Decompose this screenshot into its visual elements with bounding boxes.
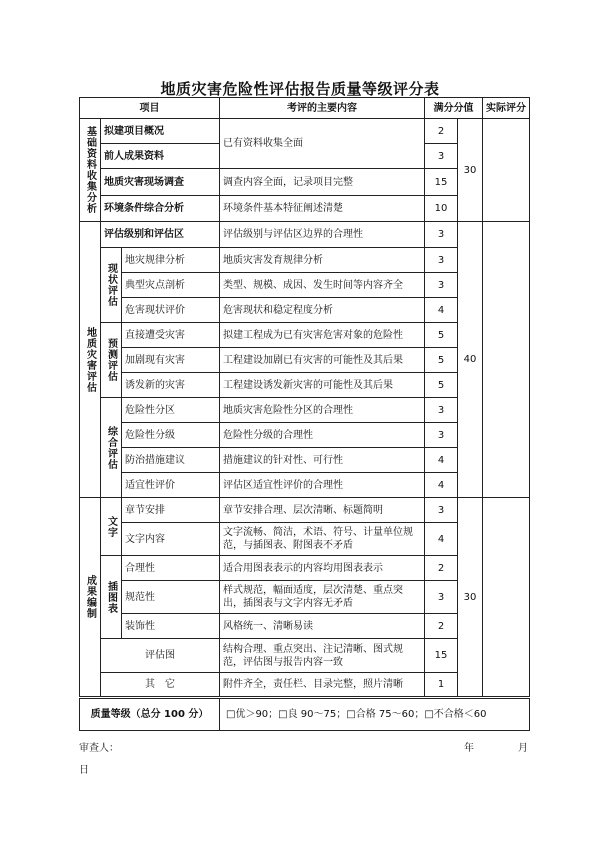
year-label: 年 <box>464 743 474 754</box>
header-item: 项目 <box>80 98 220 119</box>
item-content: 环境条件基本特征阐述清楚 <box>220 196 425 222</box>
item-score: 3 <box>425 398 458 423</box>
item-score: 5 <box>425 348 458 373</box>
item-score: 3 <box>425 498 458 523</box>
item-score: 15 <box>425 639 458 673</box>
item-name: 防治措施建议 <box>122 448 220 473</box>
item-content: 类型、规模、成因、发生时间等内容齐全 <box>220 273 425 298</box>
grade-options[interactable]: □优＞90；□良 90～75；□合格 75～60；□不合格＜60 <box>220 698 530 731</box>
item-name: 环境条件综合分析 <box>101 196 220 222</box>
item-name: 地质灾害现场调查 <box>101 169 220 196</box>
item-name: 危害现状评价 <box>122 298 220 323</box>
item-content: 调查内容全面，记录项目完整 <box>220 169 425 196</box>
item-content: 文字流畅、简洁，术语、符号、计量单位规范，与插图表、附图表不矛盾 <box>220 523 425 556</box>
group-label-comprehensive: 综合评估 <box>101 398 122 498</box>
item-name: 危险性分级 <box>122 423 220 448</box>
section-subtotal: 30 <box>458 119 483 222</box>
header-row <box>80 98 530 119</box>
item-score: 3 <box>425 273 458 298</box>
item-score: 3 <box>425 222 458 248</box>
day-label: 日 <box>79 765 89 776</box>
item-name: 评估级别和评估区 <box>101 222 220 248</box>
item-name: 规范性 <box>122 581 220 614</box>
item-content: 已有资料收集全面 <box>220 119 425 169</box>
page-title: 地质灾害危险性评估报告质量等级评分表 <box>160 80 440 98</box>
item-name: 文字内容 <box>122 523 220 556</box>
item-score: 3 <box>425 581 458 614</box>
item-name: 加剧现有灾害 <box>122 348 220 373</box>
item-score: 3 <box>425 144 458 169</box>
group-label-figures: 插图表 <box>101 556 122 639</box>
item-content: 地质灾害危险性分区的合理性 <box>220 398 425 423</box>
month-label: 月 <box>518 743 528 754</box>
reviewer-label: 审查人： <box>79 743 119 754</box>
item-score: 4 <box>425 298 458 323</box>
grade-row <box>80 698 530 731</box>
item-content: 地质灾害发育规律分析 <box>220 248 425 273</box>
item-name: 直接遭受灾害 <box>122 323 220 348</box>
item-content: 拟建工程成为已有灾害危害对象的危险性 <box>220 323 425 348</box>
item-content: 危害现状和稳定程度分析 <box>220 298 425 323</box>
item-name: 适宜性评价 <box>122 473 220 498</box>
item-score: 3 <box>425 423 458 448</box>
header-content: 考评的主要内容 <box>220 98 425 119</box>
section-label-deliverables: 成果编制 <box>80 498 101 698</box>
item-score: 5 <box>425 323 458 348</box>
item-score: 4 <box>425 523 458 556</box>
table-row <box>80 119 530 144</box>
section-subtotal: 40 <box>458 222 483 498</box>
actual-score-cell[interactable] <box>483 222 530 498</box>
item-name: 章节安排 <box>122 498 220 523</box>
item-content: 结构合理、重点突出、注记清晰、图式规范，评估图与报告内容一致 <box>220 639 425 673</box>
item-name: 诱发新的灾害 <box>122 373 220 398</box>
item-name: 危险性分区 <box>122 398 220 423</box>
item-name: 拟建项目概况 <box>101 119 220 144</box>
actual-score-cell[interactable] <box>483 119 530 222</box>
table-row <box>80 498 530 523</box>
item-score: 10 <box>425 196 458 222</box>
item-content: 工程建设加剧已有灾害的可能性及其后果 <box>220 348 425 373</box>
item-name: 典型灾点剖析 <box>122 273 220 298</box>
item-name: 其 它 <box>101 673 220 698</box>
item-score: 15 <box>425 169 458 196</box>
header-full-score: 满分分值 <box>425 98 483 119</box>
group-label-text: 文字 <box>101 498 122 556</box>
item-content: 评估区适宜性评价的合理性 <box>220 473 425 498</box>
score-table <box>79 97 530 731</box>
item-content: 危险性分级的合理性 <box>220 423 425 448</box>
item-score: 2 <box>425 556 458 581</box>
grade-label: 质量等级（总分 100 分） <box>80 698 220 731</box>
item-name: 前人成果资料 <box>101 144 220 169</box>
item-content: 样式规范，幅面适度，层次清楚、重点突出，插图表与文字内容无矛盾 <box>220 581 425 614</box>
item-name: 装饰性 <box>122 614 220 639</box>
section-label-hazard-assessment: 地质灾害评估 <box>80 222 101 498</box>
section-label-basic-data: 基础资料收集分析 <box>80 119 101 222</box>
item-content: 章节安排合理、层次清晰、标题简明 <box>220 498 425 523</box>
item-content: 附件齐全，责任栏、目录完整，照片清晰 <box>220 673 425 698</box>
item-score: 4 <box>425 473 458 498</box>
item-score: 5 <box>425 373 458 398</box>
item-content: 工程建设诱发新灾害的可能性及其后果 <box>220 373 425 398</box>
table-row <box>80 222 530 248</box>
group-label-current: 现状评估 <box>101 248 122 323</box>
actual-score-cell[interactable] <box>483 498 530 698</box>
item-content: 措施建议的针对性、可行性 <box>220 448 425 473</box>
item-score: 3 <box>425 248 458 273</box>
item-name: 合理性 <box>122 556 220 581</box>
item-content: 适合用图表表示的内容均用图表表示 <box>220 556 425 581</box>
item-score: 1 <box>425 673 458 698</box>
item-content: 评估级别与评估区边界的合理性 <box>220 222 425 248</box>
item-score: 2 <box>425 119 458 144</box>
section-subtotal: 30 <box>458 498 483 698</box>
item-name: 评估图 <box>101 639 220 673</box>
item-name: 地灾规律分析 <box>122 248 220 273</box>
header-actual-score: 实际评分 <box>483 98 530 119</box>
item-score: 2 <box>425 614 458 639</box>
item-content: 风格统一、清晰易读 <box>220 614 425 639</box>
item-score: 4 <box>425 448 458 473</box>
group-label-prediction: 预测评估 <box>101 323 122 398</box>
